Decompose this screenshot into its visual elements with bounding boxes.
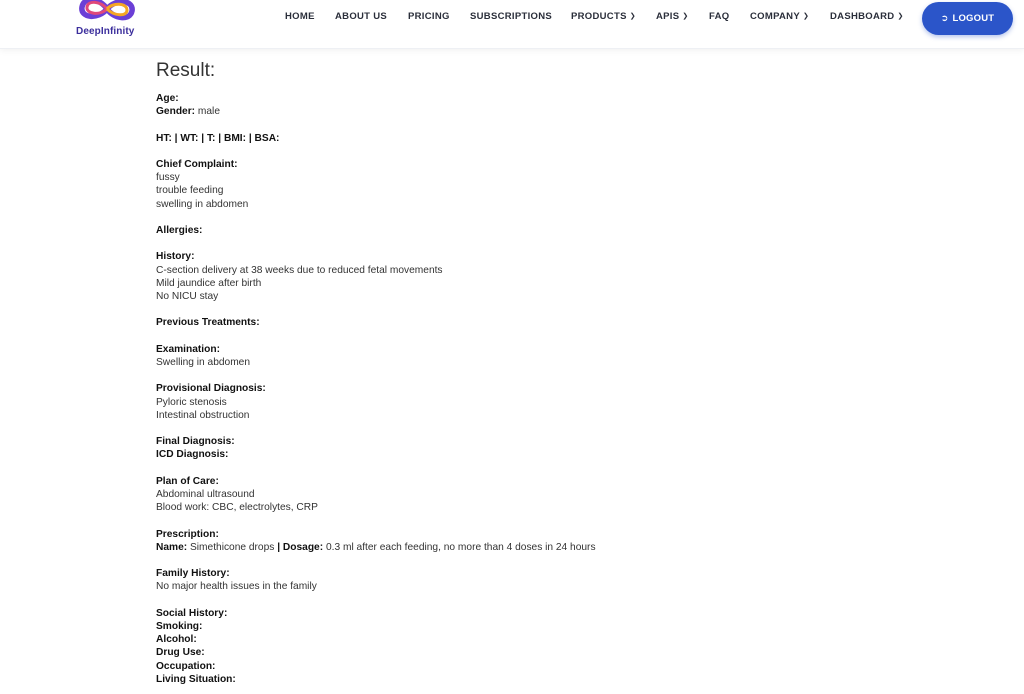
prescription-name-label: Name:	[156, 541, 188, 553]
provisional-diagnosis-section	[156, 382, 856, 422]
chevron-down-icon: ❯	[682, 13, 689, 20]
result-title: Result:	[156, 60, 216, 81]
examination-section	[156, 343, 856, 369]
previous-treatments-label: Previous Treatments:	[156, 317, 260, 329]
nav-dashboard-label: DASHBOARD	[830, 11, 895, 22]
chevron-down-icon: ❯	[802, 13, 810, 20]
prescription-name-value: Simethicone drops	[189, 541, 275, 553]
nav-pricing[interactable]: PRICING	[408, 11, 450, 22]
provisional-diagnosis-item: Intestinal obstruction	[156, 409, 250, 421]
nav-dashboard[interactable]	[830, 11, 904, 22]
plan-of-care-label: Plan of Care:	[156, 475, 219, 487]
chief-complaint-item: fussy	[156, 172, 180, 184]
previous-treatments-section	[156, 316, 856, 329]
gender-label: Gender:	[156, 106, 196, 118]
history-label: History:	[156, 251, 195, 263]
vitals-section	[156, 132, 856, 145]
allergies-label: Allergies:	[156, 224, 203, 236]
final-diagnosis-label: Final Diagnosis:	[156, 436, 235, 448]
chevron-down-icon: ❯	[897, 13, 904, 20]
age-label: Age:	[156, 93, 179, 104]
nav-apis[interactable]	[656, 11, 689, 22]
result-panel	[156, 60, 856, 686]
drug-use-label: Drug Use:	[156, 647, 205, 659]
social-history-section	[156, 607, 856, 686]
demographics-section	[156, 92, 856, 118]
allergies-section	[156, 224, 856, 237]
examination-item: Swelling in abdomen	[156, 356, 251, 368]
plan-of-care-item: Blood work: CBC, electrolytes, CRP	[156, 502, 318, 514]
provisional-diagnosis-label: Provisional Diagnosis:	[156, 383, 266, 395]
final-diagnosis-section	[156, 435, 856, 461]
history-item: C-section delivery at 38 weeks due to reduced fetal movements	[156, 264, 443, 276]
history-item: Mild jaundice after birth	[156, 277, 262, 289]
prescription-separator: |	[277, 541, 281, 553]
chief-complaint-item: swelling in abdomen	[156, 198, 249, 210]
history-section	[156, 250, 856, 303]
chief-complaint-item: trouble feeding	[156, 185, 224, 197]
logout-label: LOGOUT	[952, 13, 995, 24]
occupation-label: Occupation:	[156, 660, 216, 672]
nav-company[interactable]	[750, 11, 809, 22]
family-history-section	[156, 567, 856, 593]
nav-products[interactable]	[571, 11, 636, 22]
prescription-row	[156, 541, 856, 554]
nav-products-label: PRODUCTS	[571, 11, 627, 22]
top-navbar	[0, 0, 1024, 49]
brand-logo[interactable]	[72, 0, 138, 42]
prescription-dosage-label: Dosage:	[282, 541, 324, 553]
nav-faq[interactable]: FAQ	[709, 11, 730, 22]
provisional-diagnosis-item: Pyloric stenosis	[156, 396, 227, 408]
prescription-section	[156, 528, 856, 554]
family-history-label: Family History:	[156, 568, 230, 580]
nav-company-label: COMPANY	[750, 11, 800, 22]
brand-name: DeepInfinity	[76, 26, 135, 37]
prescription-label: Prescription:	[156, 528, 219, 540]
logout-button[interactable]	[922, 2, 1013, 35]
prescription-dosage-value: 0.3 ml after each feeding, no more than 4 doses in 24 hours	[325, 541, 596, 553]
history-item: No NICU stay	[156, 290, 219, 302]
family-history-item: No major health issues in the family	[156, 581, 317, 593]
nav-about-us[interactable]: ABOUT US	[335, 11, 388, 22]
icd-diagnosis-label: ICD Diagnosis:	[156, 449, 229, 461]
nav-apis-label: APIS	[656, 11, 680, 22]
nav-subscriptions[interactable]: SUBSCRIPTIONS	[470, 11, 553, 22]
examination-label: Examination:	[156, 343, 220, 355]
social-history-label: Social History:	[156, 607, 228, 619]
chief-complaint-label: Chief Complaint:	[156, 158, 238, 170]
vitals-label: HT: | WT: | T: | BMI: | BSA:	[156, 132, 280, 144]
living-situation-label: Living Situation:	[156, 673, 236, 685]
infinity-logo-icon	[76, 0, 138, 26]
alcohol-label: Alcohol:	[156, 634, 197, 646]
plan-of-care-item: Abdominal ultrasound	[156, 488, 255, 500]
gender-value: male	[197, 106, 220, 118]
nav-home[interactable]: HOME	[285, 11, 315, 22]
plan-of-care-section	[156, 475, 856, 515]
chief-complaint-section	[156, 158, 856, 211]
chevron-down-icon: ❯	[629, 13, 636, 20]
sign-out-icon: ➲	[940, 13, 949, 23]
smoking-label: Smoking:	[156, 620, 203, 632]
